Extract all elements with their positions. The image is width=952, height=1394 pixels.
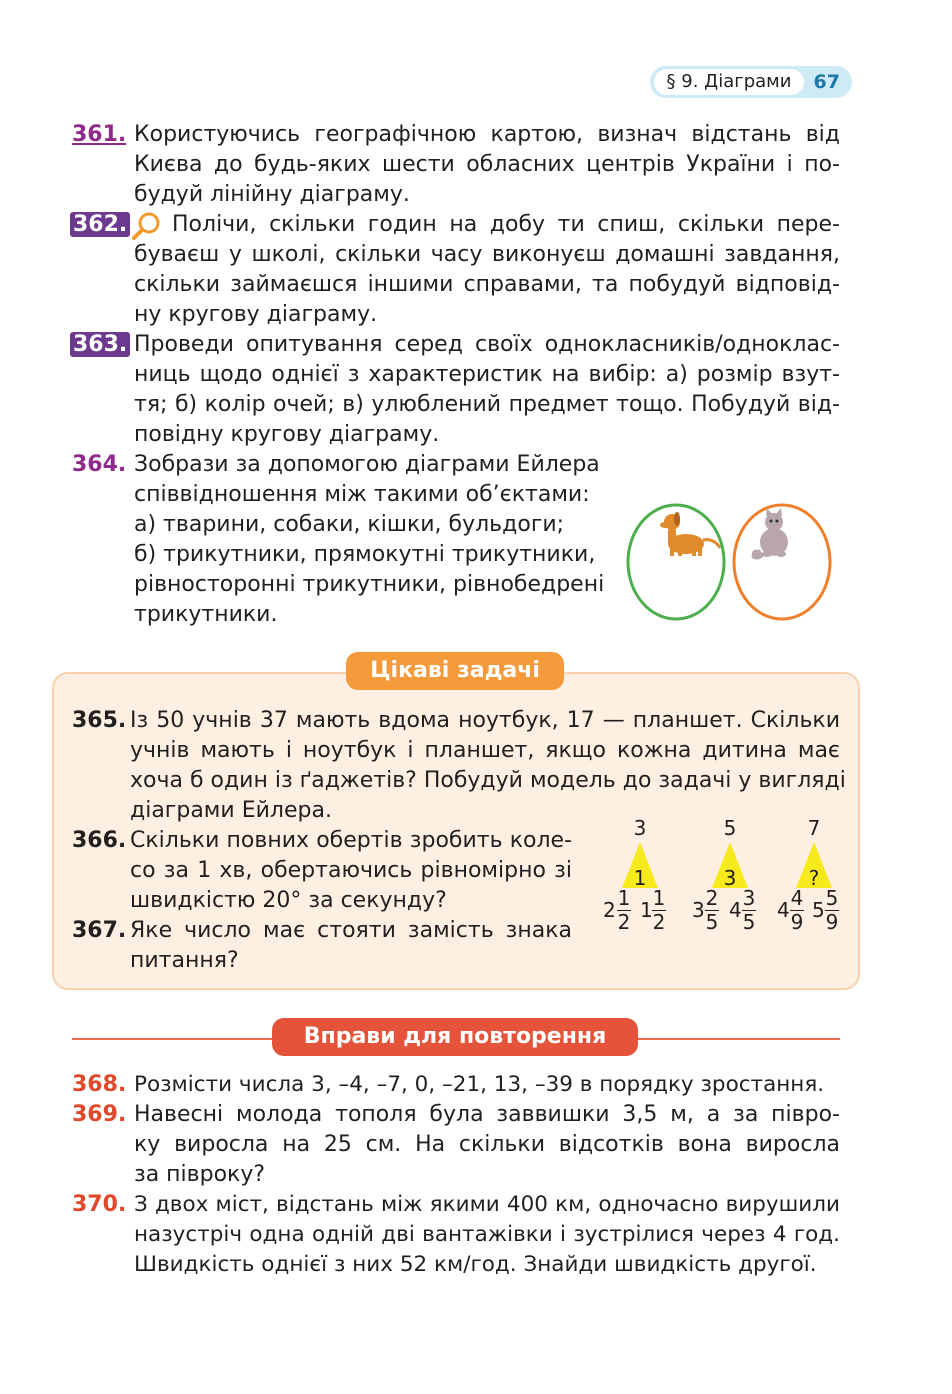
problem-number: 364. [72, 452, 127, 477]
text-line: Швидкість однієї з них 52 км/год. Знайди швидкість другої. [134, 1252, 817, 1277]
problem-text [134, 1100, 840, 1190]
euler-animals-illustration [624, 500, 838, 624]
text-line: ну кругову діаграму. [134, 302, 378, 327]
review-title: Вправи для повторення [272, 1018, 638, 1056]
text-line: Полічи, скільки годин на добу ти спиш, скільки пере- [172, 212, 840, 237]
text-line: рівносторонні трикутники, рівнобедрені [134, 572, 605, 597]
triangle-top-number: 7 [807, 816, 821, 840]
text-line: буваєш у школі, скільки часу виконуєш домашні завдання, [134, 242, 840, 267]
text-line: Із 50 учнів 37 мають вдома ноутбук, 17 — планшет. Скільки [130, 708, 840, 733]
problem-text [134, 450, 634, 630]
problem-text [130, 706, 846, 826]
problem-number: 362. [70, 210, 122, 240]
text-line: со за 1 хв, обертаючись рівномірно зі [130, 858, 572, 883]
text-line: З двох міст, відстань між якими 400 км, одночасно вирушили [134, 1192, 840, 1217]
problem-number: 368. [72, 1072, 127, 1097]
section-title: § 9. Діаграми [654, 69, 804, 95]
problem-text [134, 120, 840, 210]
text-line: співвідношення між такими об’єктами: [134, 482, 590, 507]
text-line: скільки займаєшся іншими справами, та побудуй відповід- [134, 272, 840, 297]
text-line: Зобрази за допомогою діаграми Ейлера [134, 452, 600, 477]
text-line: тя; б) колір очей; в) улюблений предмет тощо. Побудуй від- [134, 392, 840, 417]
text-line: Розмісти числа 3, –4, –7, 0, –21, 13, –39 в порядку зростання. [134, 1072, 825, 1097]
text-line: назустріч одна одній дві вантажівки і зустрілися через 4 год. [134, 1222, 840, 1247]
text-line: Проведи опитування серед своїх однокласників/одноклас- [134, 332, 840, 357]
problem-number: 365. [72, 708, 127, 733]
problem-text [130, 826, 572, 916]
page-number: 67 [813, 71, 840, 93]
text-line: б) трикутники, прямокутні трикутники, [134, 542, 596, 567]
text-line: Скільки повних обертів зробить коле- [130, 828, 572, 853]
interesting-problems-title: Цікаві задачі [346, 652, 564, 690]
text-line: Яке число має стояти замість знака [130, 918, 572, 943]
text-line: хоча б один із ґаджетів? Побудуй модель до задачі у вигляді [130, 768, 846, 793]
triangle-center-number: 3 [723, 866, 737, 890]
text-line: діаграми Ейлера. [130, 798, 332, 823]
triangle-top-number: 5 [723, 816, 737, 840]
problem-number: 367. [72, 918, 127, 943]
text-line: трикутники. [134, 602, 278, 627]
triangle-top-number: 3 [633, 816, 647, 840]
problem-number: 361. [72, 122, 127, 147]
problem-number: 366. [72, 828, 127, 853]
text-line: повідну кругову діаграму. [134, 422, 440, 447]
problem-number: 369. [72, 1102, 127, 1127]
problem-text [130, 916, 572, 976]
triangle-center-number: ? [808, 866, 820, 890]
text-line: ниць щодо однієї з характеристик на вибір: а) розмір взут- [134, 362, 840, 387]
problem-text [134, 210, 840, 330]
problem-text [134, 1070, 840, 1100]
page-header [650, 66, 852, 98]
problem-text [134, 330, 840, 450]
text-line: учнів мають і ноутбук і планшет, якщо кожна дитина має [130, 738, 840, 763]
text-line: Користуючись географічною картою, визнач відстань від [134, 122, 840, 147]
triangle-center-number: 1 [633, 866, 647, 890]
problem-text [134, 1190, 840, 1280]
text-line: питання? [130, 948, 239, 973]
text-line: швидкістю 20° за секунду? [130, 888, 447, 913]
text-line: Києва до будь-яких шести обласних центрів України і по- [134, 152, 840, 177]
text-line: будуй лінійну діаграму. [134, 182, 410, 207]
problem-number: 370. [72, 1192, 127, 1217]
text-line: а) тварини, собаки, кішки, бульдоги; [134, 512, 565, 537]
text-line: за півроку? [134, 1162, 266, 1187]
text-line: Навесні молода тополя була заввишки 3,5 м, а за півро- [134, 1102, 840, 1127]
text-line: ку виросла на 25 см. На скільки відсотків вона виросла [134, 1132, 840, 1157]
problem-number: 363. [70, 330, 122, 360]
